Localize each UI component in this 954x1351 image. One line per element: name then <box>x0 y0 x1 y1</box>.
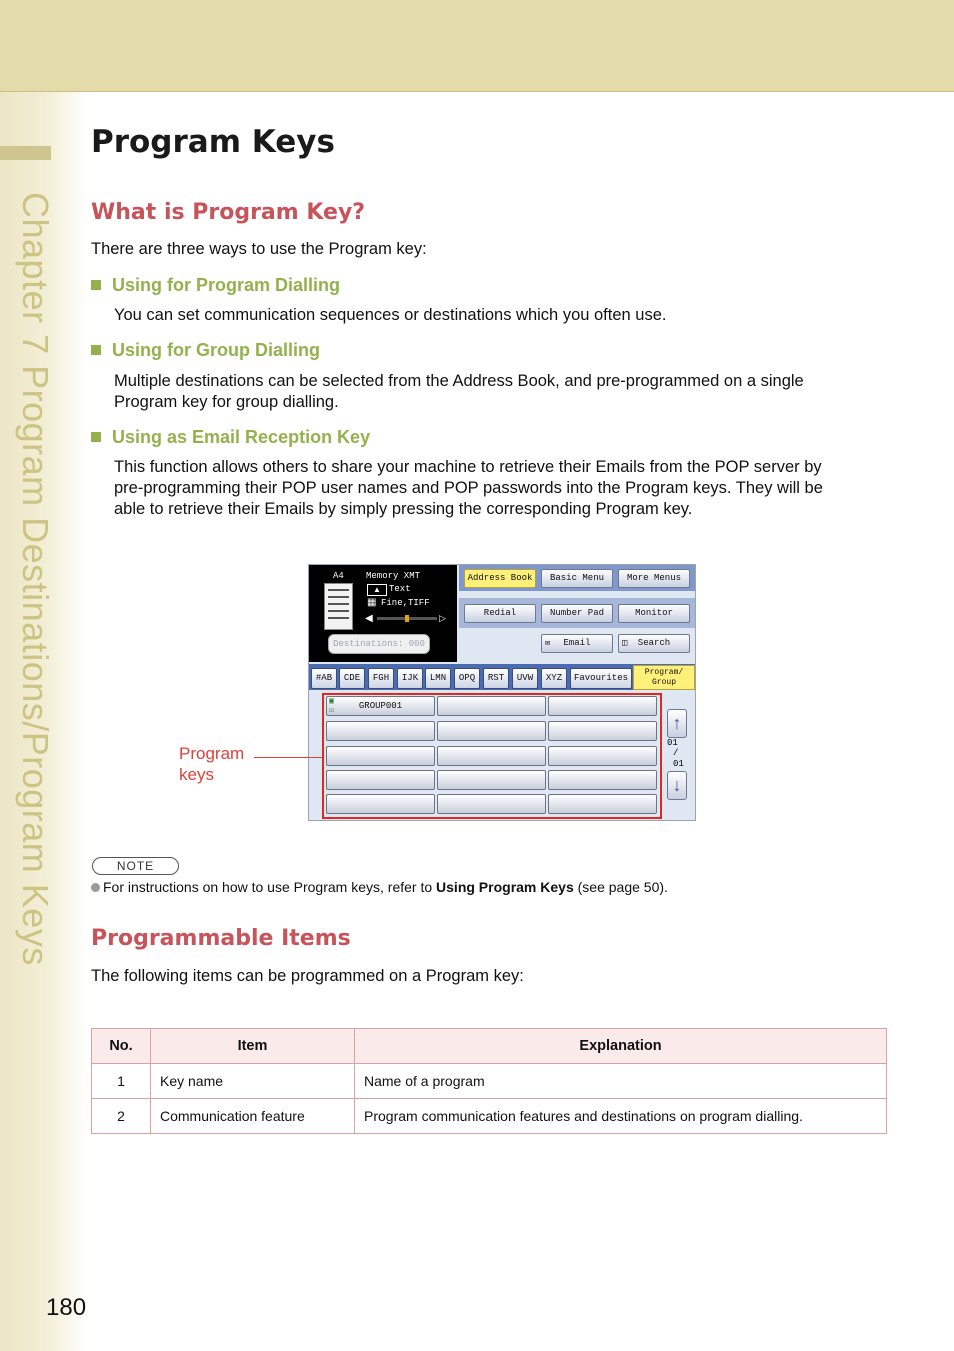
page-total: 01 <box>673 759 684 769</box>
program-keys-callout <box>179 743 244 785</box>
search-button[interactable] <box>618 634 690 653</box>
resolution: Fine,TIFF <box>381 598 430 608</box>
cell-item: Key name <box>151 1064 355 1099</box>
programmable-items-table <box>91 1028 887 1134</box>
square-bullet-icon <box>91 345 101 355</box>
tab-opq[interactable]: OPQ <box>454 668 480 689</box>
subheading-group-dialling <box>91 340 320 361</box>
page-current: 01 <box>667 738 678 748</box>
fax-screen-illustration <box>308 564 696 821</box>
program-tab-line1: Program/ <box>644 668 684 677</box>
note-badge: NOTE <box>92 857 179 875</box>
search-icon: ◫ <box>622 638 628 648</box>
email-icon: ✉ <box>545 638 551 648</box>
paragraph-program-dialling: You can set communication sequences or destinations which you often use. <box>114 306 667 324</box>
chapter-tab-marker <box>0 146 51 160</box>
tab-favourites[interactable]: Favourites <box>570 668 632 689</box>
tab-rst[interactable]: RST <box>483 668 509 689</box>
volume-bar <box>377 617 437 620</box>
subheading-text: Using for Program Dialling <box>112 275 341 295</box>
cell-no: 1 <box>92 1064 151 1099</box>
cell-no: 2 <box>92 1099 151 1134</box>
tab-uvw[interactable]: UVW <box>512 668 538 689</box>
speaker-right-icon: ▷ <box>439 613 446 623</box>
paragraph-email-2: pre-programming their POP user names and POP passwords into the Program keys. They will be <box>114 479 823 497</box>
more-menus-button[interactable]: More Menus <box>618 569 690 588</box>
email-button[interactable] <box>541 634 613 653</box>
document-icon <box>324 583 353 630</box>
subheading-text: Using for Group Dialling <box>112 340 320 360</box>
cell-explanation: Program communication features and destinations on program dialling. <box>355 1099 887 1134</box>
subheading-program-dialling <box>91 275 340 296</box>
redial-button[interactable]: Redial <box>464 604 536 623</box>
program-tab-line2: Group <box>651 678 676 687</box>
column-header-no: No. <box>92 1029 151 1064</box>
email-label: Email <box>563 638 591 648</box>
subheading-email-reception <box>91 427 370 448</box>
square-bullet-icon <box>91 280 101 290</box>
tab-lmn[interactable]: LMN <box>425 668 451 689</box>
paragraph-group-dialling-1: Multiple destinations can be selected from the Address Book, and pre-programmed on a single <box>114 372 804 390</box>
callout-line2: keys <box>179 765 214 784</box>
paragraph-email-1: This function allows others to share your machine to retrieve their Emails from the POP server by <box>114 458 822 476</box>
section2-intro: The following items can be programmed on a Program key: <box>91 967 524 985</box>
header-band <box>0 0 954 92</box>
address-book-button[interactable]: Address Book <box>464 569 536 588</box>
tab-cde[interactable]: CDE <box>339 668 365 689</box>
group-icon: ▣ ☑ <box>329 697 334 715</box>
number-pad-button[interactable]: Number Pad <box>541 604 613 623</box>
program-keys-highlight <box>322 693 662 819</box>
cell-item: Communication feature <box>151 1099 355 1134</box>
program-key-label: GROUP001 <box>358 701 403 711</box>
column-header-item: Item <box>151 1029 355 1064</box>
chapter-label: Chapter 7 Program Destinations/Program Keys <box>15 192 56 966</box>
cell-explanation: Name of a program <box>355 1064 887 1099</box>
note-link-text: Using Program Keys <box>436 879 574 895</box>
callout-line1: Program <box>179 744 245 763</box>
paragraph-group-dialling-2: Program key for group dialling. <box>114 393 339 411</box>
table-header-row <box>92 1029 887 1064</box>
section-intro: There are three ways to use the Program key: <box>91 240 427 258</box>
round-bullet-icon <box>91 883 100 892</box>
basic-menu-button[interactable]: Basic Menu <box>541 569 613 588</box>
page-number: 180 <box>46 1294 87 1321</box>
section-heading-what-is: What is Program Key? <box>91 200 366 225</box>
mode-label: Memory XMT <box>366 571 421 581</box>
section-heading-programmable-items: Programmable Items <box>91 926 351 951</box>
search-label: Search <box>637 638 671 648</box>
speaker-icon: ◀ <box>365 613 373 624</box>
column-header-explanation: Explanation <box>355 1029 887 1064</box>
original-type: Text <box>389 584 411 594</box>
subheading-text: Using as Email Reception Key <box>112 427 371 447</box>
letter-tab-row <box>309 664 695 690</box>
tab-xyz[interactable]: XYZ <box>541 668 567 689</box>
paper-size: A4 <box>333 571 344 581</box>
destinations-button[interactable]: Destinations: 000 <box>328 634 430 654</box>
paragraph-email-3: able to retrieve their Emails by simply pressing the corresponding Program key. <box>114 500 693 518</box>
page-title: Program Keys <box>91 124 335 160</box>
callout-leader-line <box>254 757 322 758</box>
original-type-icon: ▲ <box>367 584 387 596</box>
page-separator: / <box>673 748 679 758</box>
status-panel <box>309 565 457 662</box>
tab-ab[interactable]: #AB <box>311 668 337 689</box>
note-text-after: (see page 50). <box>573 879 668 895</box>
table-row <box>92 1064 887 1099</box>
tab-fgh[interactable]: FGH <box>368 668 394 689</box>
tab-ijk[interactable]: IJK <box>397 668 423 689</box>
note-text <box>91 878 668 896</box>
table-row <box>92 1099 887 1134</box>
tab-program-group[interactable] <box>633 665 695 690</box>
scroll-up-arrow-icon[interactable]: ↑ <box>667 709 687 738</box>
scroll-down-arrow-icon[interactable]: ↓ <box>667 771 687 800</box>
resolution-icon: ▦ <box>367 597 377 608</box>
monitor-button[interactable]: Monitor <box>618 604 690 623</box>
note-text-before: For instructions on how to use Program keys, refer to <box>103 879 437 895</box>
square-bullet-icon <box>91 432 101 442</box>
